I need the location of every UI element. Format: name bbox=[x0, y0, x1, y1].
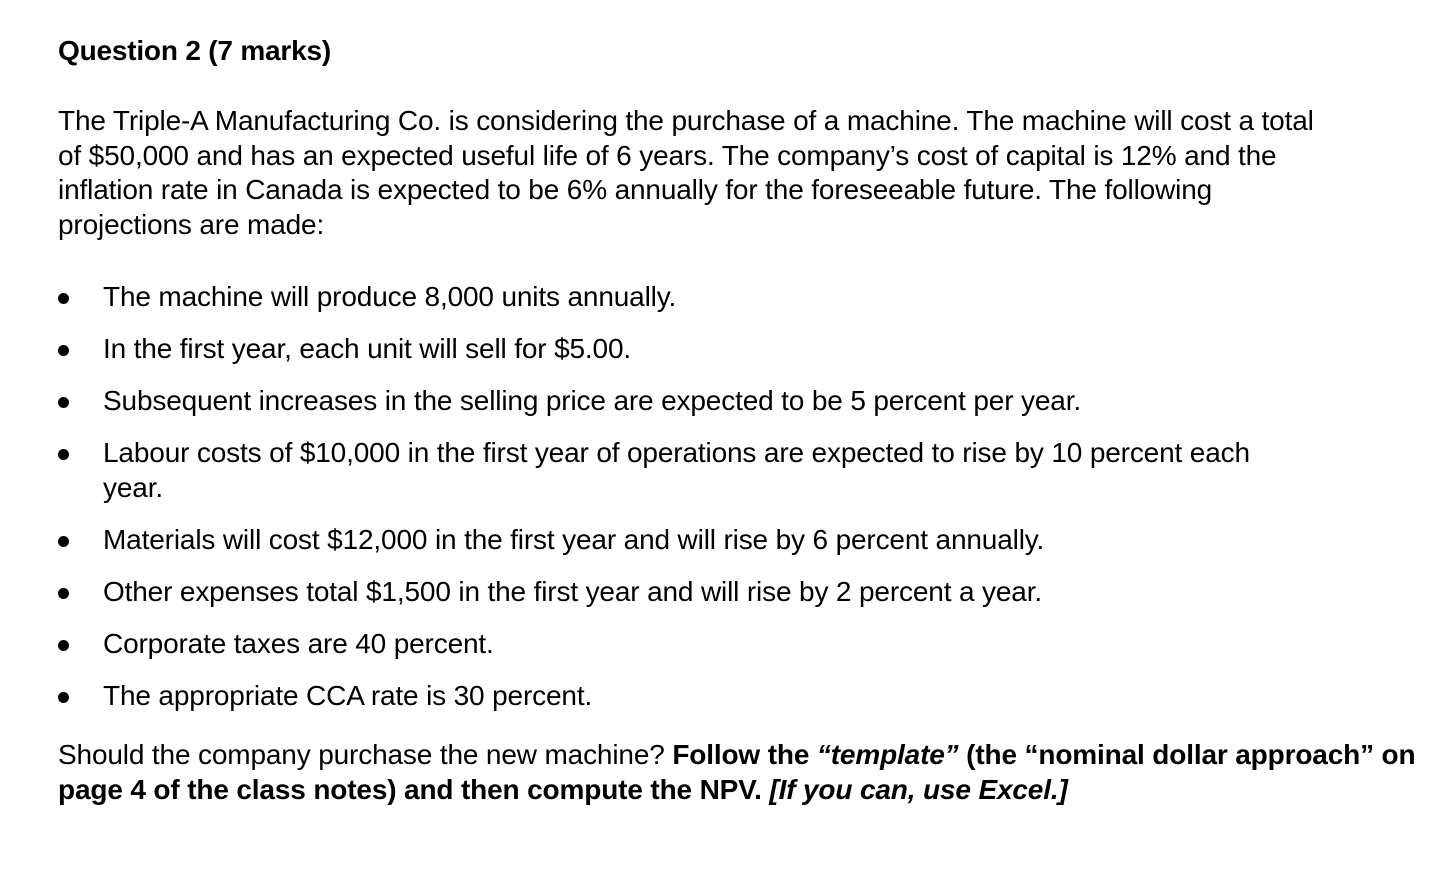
closing-instructions bbox=[58, 738, 1418, 807]
closing-template: “template” bbox=[816, 739, 959, 770]
list-item: Subsequent increases in the selling price are expected to be 5 percent per year. bbox=[58, 384, 1418, 419]
list-item: Labour costs of $10,000 in the first year of operations are expected to rise by 10 percent each year. bbox=[58, 436, 1418, 505]
list-item: The appropriate CCA rate is 30 percent. bbox=[58, 679, 1418, 714]
closing-approach: (the “nominal dollar approach” on page 4 of the class notes) and then compute the NPV. bbox=[58, 739, 1416, 805]
list-item: The machine will produce 8,000 units annually. bbox=[58, 280, 1418, 315]
bullet-icon bbox=[58, 449, 69, 460]
bullet-icon bbox=[58, 536, 69, 547]
bullet-icon bbox=[58, 588, 69, 599]
bullet-icon bbox=[58, 640, 69, 651]
closing-question: Should the company purchase the new machine? bbox=[58, 739, 673, 770]
question-title: Question 2 (7 marks) bbox=[58, 35, 331, 66]
question-document bbox=[58, 34, 1418, 807]
intro-paragraph: The Triple-A Manufacturing Co. is considering the purchase of a machine. The machine will cost a total of $50,000 and has an expected useful life of 6 years. The company’s cost of capital is 12% and the inflation rate in Canada is expected to be 6% annually for the foreseeable future. The following projections are made: bbox=[58, 105, 1314, 240]
closing-follow-the: Follow the bbox=[672, 739, 817, 770]
bullet-icon bbox=[58, 397, 69, 408]
bullet-icon bbox=[58, 692, 69, 703]
list-item: In the first year, each unit will sell for $5.00. bbox=[58, 332, 1418, 367]
closing-excel-note: [If you can, use Excel.] bbox=[769, 773, 1068, 805]
list-item: Other expenses total $1,500 in the first year and will rise by 2 percent a year. bbox=[58, 575, 1418, 610]
bullet-icon bbox=[58, 293, 69, 304]
projections-list bbox=[58, 280, 1418, 713]
list-item: Materials will cost $12,000 in the first year and will rise by 6 percent annually. bbox=[58, 523, 1418, 558]
bullet-icon bbox=[58, 345, 69, 356]
list-item: Corporate taxes are 40 percent. bbox=[58, 627, 1418, 662]
